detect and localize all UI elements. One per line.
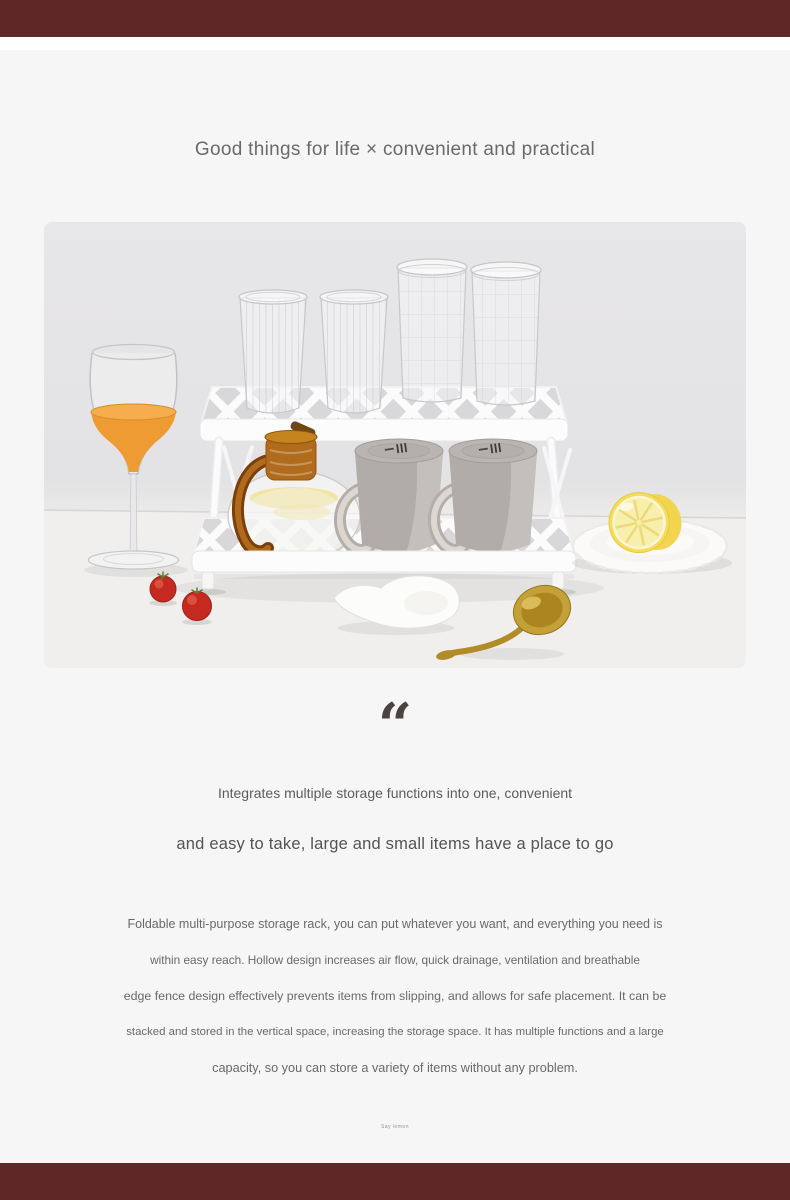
description-paragraph (40, 906, 750, 1086)
description-line: capacity, so you can store a variety of items without any problem. (212, 1061, 578, 1075)
ribbed-glass-1 (239, 290, 307, 413)
description-line: Foldable multi-purpose storage rack, you can put whatever you want, and everything you need is (127, 917, 663, 931)
quote-icon: “ (377, 700, 413, 748)
page-title: Good things for life × convenient and practical (194, 139, 596, 160)
description-line: stacked and stored in the vertical space, increasing the storage space. It has multiple functions and a large (126, 1026, 664, 1038)
ribbed-glass-2 (320, 290, 388, 413)
description-line: within easy reach. Hollow design increases air flow, quick drainage, ventilation and breathable (150, 953, 640, 967)
cut-glass-1 (397, 259, 467, 402)
product-photo-illustration (44, 222, 746, 668)
subtitle-line-2: and easy to take, large and small items have a place to go (176, 835, 614, 853)
subtitle-line-1: Integrates multiple storage functions into one, convenient (217, 785, 573, 801)
description-line: edge fence design effectively prevents items from slipping, and allows for safe placement. It can be (123, 989, 667, 1003)
rack-top-frame (200, 419, 568, 441)
lemon-half-shell-plate (572, 485, 732, 574)
cut-glass-2 (471, 262, 541, 405)
brand-watermark: Say lemon (380, 1124, 410, 1130)
bottom-accent-bar (0, 1163, 790, 1200)
top-accent-bar (0, 0, 790, 37)
product-photo (44, 222, 746, 668)
